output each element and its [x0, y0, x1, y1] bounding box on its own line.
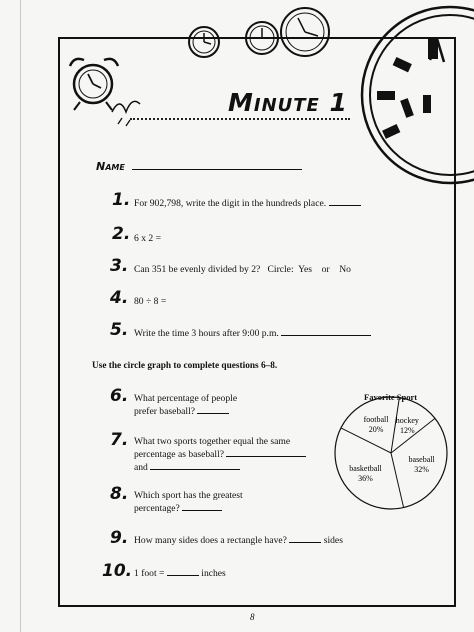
question-number: 7.: [110, 430, 129, 450]
choice-no[interactable]: No: [339, 264, 351, 275]
question-7-text: What two sports together equal the same percentage as baseball? and: [134, 435, 306, 474]
question-2-text: 6 x 2 =: [134, 233, 161, 244]
answer-blank[interactable]: [182, 502, 222, 511]
choice-yes[interactable]: Yes: [298, 264, 313, 275]
question-8-text: Which sport has the greatest percentage?: [134, 490, 243, 514]
answer-blank[interactable]: [281, 327, 371, 336]
question-number: 3.: [110, 256, 129, 276]
question-3-text: Can 351 be evenly divided by 2? Circle: Yes or No: [134, 264, 351, 275]
pie-slice-basketball: [391, 453, 404, 508]
question-number: 8.: [110, 484, 129, 504]
slice-value-label: 12%: [399, 425, 415, 435]
slice-label: football: [363, 415, 389, 425]
answer-blank[interactable]: [329, 197, 361, 206]
question-number: 6.: [110, 386, 129, 406]
question-4-text: 80 ÷ 8 =: [134, 296, 167, 307]
page-number: 8: [250, 612, 255, 622]
name-label: Name: [96, 160, 125, 173]
answer-blank[interactable]: [167, 567, 199, 576]
title-dotted-rule: [130, 118, 350, 120]
pie-slice-hockey: [391, 398, 399, 453]
answer-blank[interactable]: [197, 405, 229, 414]
question-number: 2.: [112, 224, 131, 244]
question-1-text: For 902,798, write the digit in the hundreds place.: [134, 197, 361, 210]
slice-label: hockey: [395, 415, 419, 425]
question-6-text: What percentage of people prefer baseball?: [134, 393, 238, 417]
slice-value-label: 36%: [358, 474, 373, 484]
pie-slice-football: [341, 428, 391, 453]
pie-chart: [326, 388, 456, 518]
question-number: 5.: [110, 320, 129, 340]
page-title: Minute 1: [228, 88, 348, 117]
question-number: 10.: [102, 561, 133, 581]
chart-title: Favorite Sport: [364, 392, 418, 402]
slice-value-label: 32%: [414, 464, 429, 474]
question-number: 1.: [112, 190, 131, 210]
question-10-text: 1 foot = inches: [134, 568, 226, 579]
answer-blank[interactable]: [289, 534, 321, 543]
question-9-text: How many sides does a rectangle have? sides: [134, 535, 343, 546]
question-5-text: Write the time 3 hours after 9:00 p.m.: [134, 327, 371, 340]
slice-label: basketball: [349, 464, 382, 474]
question-number: 4.: [110, 288, 129, 308]
slice-label: baseball: [408, 454, 435, 464]
instruction-text: Use the circle graph to complete questions 6–8.: [92, 361, 278, 371]
slice-value-label: 20%: [368, 425, 384, 435]
question-number: 9.: [110, 528, 129, 548]
answer-blank[interactable]: [150, 461, 240, 470]
answer-blank[interactable]: [226, 448, 306, 457]
name-field[interactable]: [132, 169, 302, 170]
